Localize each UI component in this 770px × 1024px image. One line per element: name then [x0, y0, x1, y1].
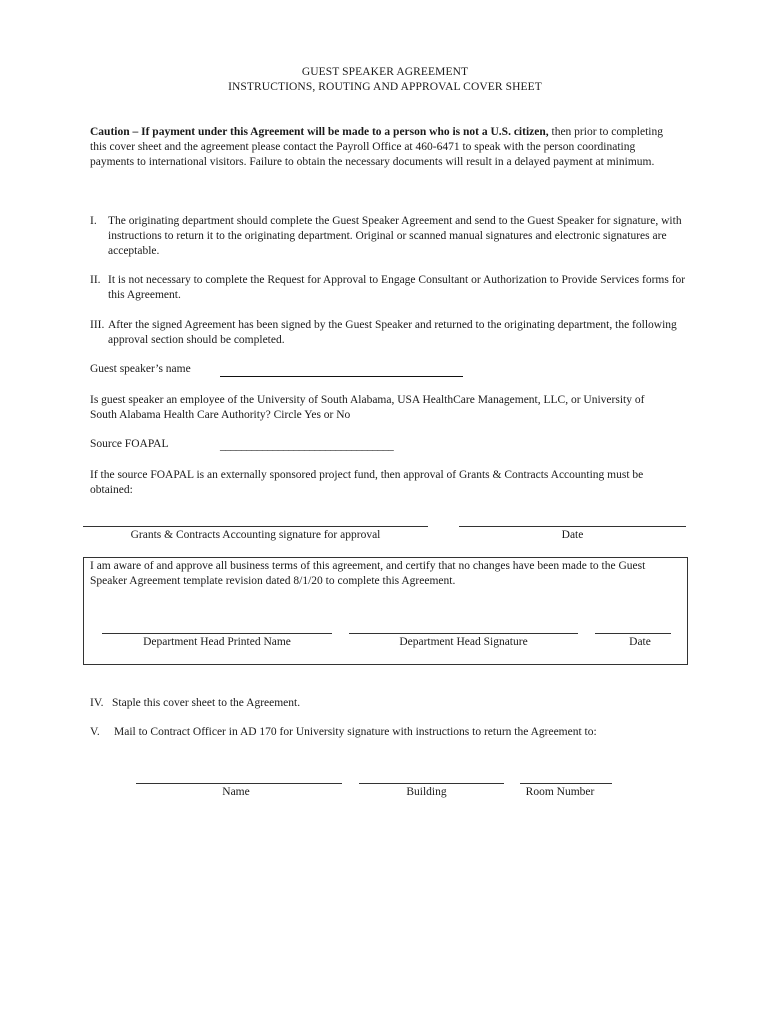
department-statement: I am aware of and approve all business terms of this agreement, and certify that no changes have been made to the Guest Speaker Agreement template revision dated 8/1/20 to complete this Agreement. — [90, 560, 646, 587]
foapal-label: Source FOAPAL — [90, 438, 169, 450]
step-2 — [90, 273, 690, 303]
step-number: V. — [90, 726, 100, 738]
return-building-label: Building — [406, 786, 447, 798]
return-room-label: Room Number — [525, 786, 595, 798]
step-number: IV. — [90, 697, 104, 709]
sponsored-note: If the source FOAPAL is an externally sponsored project fund, then approval of Grants & Contracts Accounting must be obtained: — [90, 469, 644, 496]
caution-bold-text: Caution – If payment under this Agreement will be made to a person who is not a U.S. citizen, — [90, 126, 549, 138]
document-subtitle: INSTRUCTIONS, ROUTING AND APPROVAL COVER SHEET — [228, 81, 542, 93]
step-3 — [90, 318, 690, 348]
document-title: GUEST SPEAKER AGREEMENT — [301, 66, 469, 78]
dept-date-field[interactable] — [595, 633, 671, 634]
grants-date-field[interactable] — [459, 526, 686, 527]
dept-date-label: Date — [629, 636, 651, 648]
foapal-field[interactable]: _________________________________ — [220, 440, 394, 452]
step-number: III. — [90, 319, 105, 331]
grants-signature-label: Grants & Contracts Accounting signature for approval — [130, 529, 381, 541]
step-4 — [90, 696, 690, 711]
dept-head-signature-label: Department Head Signature — [399, 636, 528, 648]
step-1 — [90, 214, 690, 259]
step-text: Staple this cover sheet to the Agreement. — [112, 697, 301, 709]
step-5 — [90, 725, 690, 740]
speaker-name-label: Guest speaker’s name — [90, 363, 191, 375]
step-number: I. — [90, 215, 97, 227]
step-number: II. — [90, 274, 101, 286]
dept-head-name-field[interactable] — [102, 633, 332, 634]
grants-date-label: Date — [561, 529, 584, 541]
return-room-field[interactable] — [520, 783, 612, 784]
employee-question: Is guest speaker an employee of the University of South Alabama, USA HealthCare Management, LLC, or University of South Alabama Health Care Authority? Circle Yes or No — [90, 394, 645, 421]
dept-head-name-label: Department Head Printed Name — [143, 636, 291, 648]
grants-signature-field[interactable] — [83, 526, 428, 527]
return-name-field[interactable] — [136, 783, 342, 784]
dept-head-signature-field[interactable] — [349, 633, 578, 634]
step-text: It is not necessary to complete the Request for Approval to Engage Consultant or Authorization to Provide Services forms for this Agreement. — [108, 274, 686, 301]
step-text: After the signed Agreement has been signed by the Guest Speaker and returned to the originating department, the following approval section should be completed. — [108, 319, 677, 346]
return-name-label: Name — [222, 786, 250, 798]
step-text: Mail to Contract Officer in AD 170 for University signature with instructions to return the Agreement to: — [114, 726, 597, 738]
speaker-name-field[interactable] — [220, 376, 463, 377]
step-text: The originating department should complete the Guest Speaker Agreement and send to the Guest Speaker for signature, with instructions to return it to the originating department. Original or scanned manual signatures and electronic signatures are acceptable. — [108, 215, 682, 257]
caution-paragraph — [90, 125, 670, 170]
return-building-field[interactable] — [359, 783, 504, 784]
caution-text: then prior to completing this cover sheet and the agreement please contact the Payroll Office at 460-6471 to speak with the person coordinating payments to international visitors. Failure to obtain the necessary documents will result in a delayed payment at minimum. — [90, 126, 663, 168]
